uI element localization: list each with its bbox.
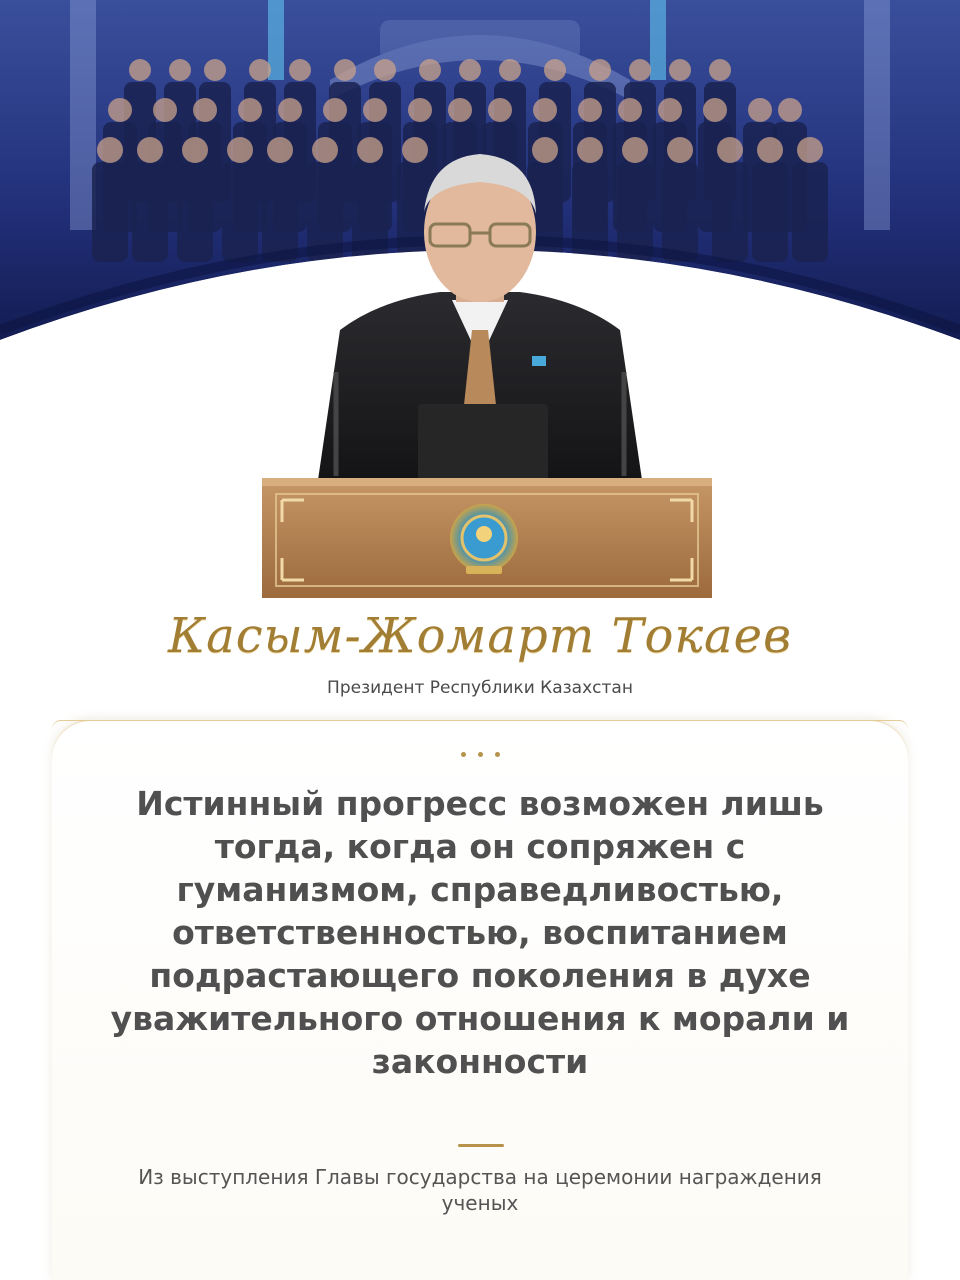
hero-photo-area (0, 0, 960, 620)
ellipsis-icon (52, 742, 908, 761)
position-title: Президент Республики Казахстан (327, 678, 633, 698)
divider (458, 1144, 504, 1147)
podium (262, 478, 712, 598)
tablet (418, 404, 548, 484)
flag-right (650, 0, 666, 80)
quote-card (52, 720, 908, 1280)
hero-illustration (0, 0, 960, 620)
quote-source: Из выступления Главы государства на церемонии награждения ученых (138, 1165, 822, 1215)
signature-name: Касым-Жомарт Токаев (167, 608, 793, 664)
quote-text: Истинный прогресс возможен лишь тогда, когда он сопряжен с гуманизмом, справедливостью, ответственностью, воспитанием подрастающего поколения в духе уважительного отношения к морали и законности (110, 784, 850, 1081)
